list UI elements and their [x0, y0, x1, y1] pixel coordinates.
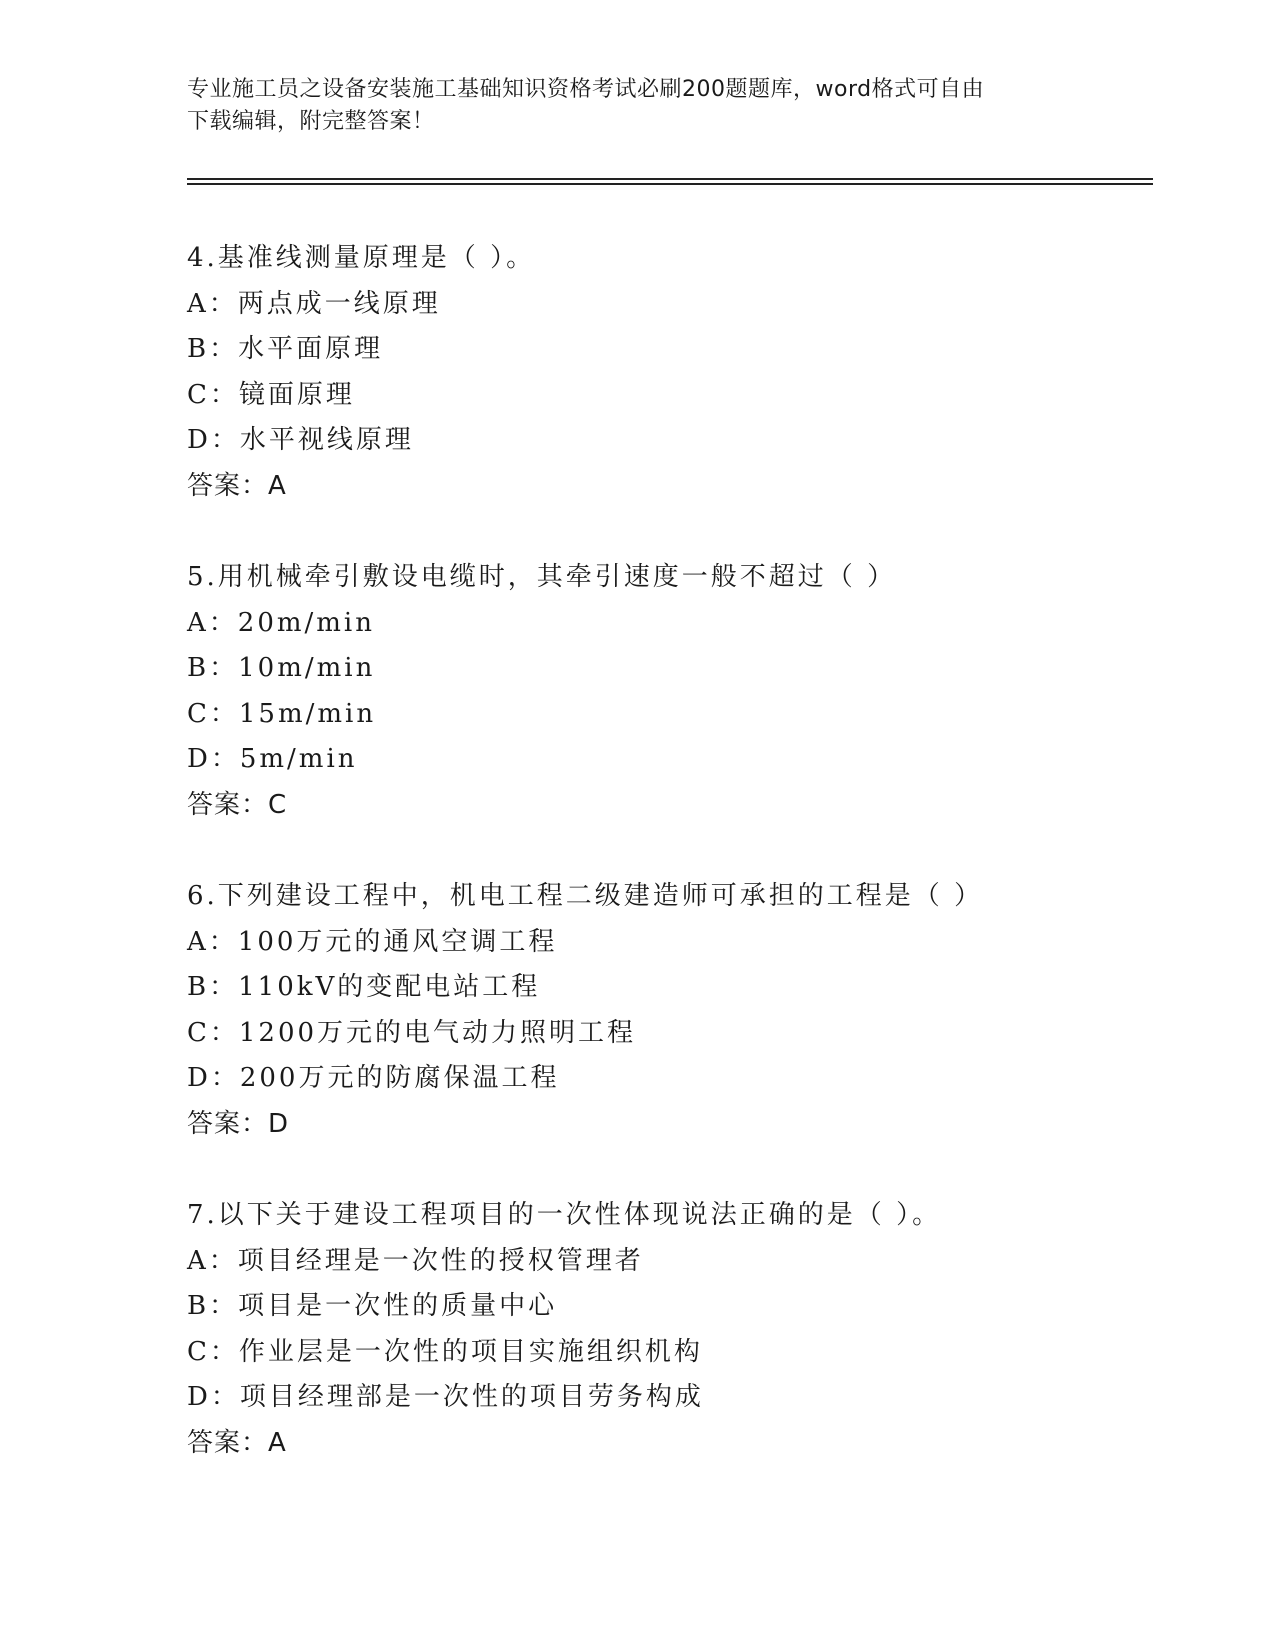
question-stem: 4.基准线测量原理是（ ）。 [187, 243, 536, 273]
document-header [187, 74, 1067, 138]
option-b: B：10m/min [187, 653, 376, 684]
question-block [187, 236, 1147, 510]
question-stem: 7.以下关于建设工程项目的一次性体现说法正确的是（ ）。 [187, 1200, 942, 1230]
question-block [187, 874, 1147, 1148]
header-divider-top [187, 178, 1153, 180]
option-c: C：作业层是一次性的项目实施组织机构 [187, 1336, 703, 1367]
answer-line: 答案：A [187, 1427, 287, 1458]
option-a: A：20m/min [187, 607, 375, 638]
header-line-2: 下载编辑，附完整答案！ [187, 109, 435, 134]
question-stem: 6.下列建设工程中，机电工程二级建造师可承担的工程是（ ） [187, 881, 984, 911]
header-line-1: 专业施工员之设备安装施工基础知识资格考试必刷200题题库，word格式可自由 [187, 77, 985, 102]
answer-line: 答案：C [187, 789, 288, 820]
option-b: B：110kV的变配电站工程 [187, 972, 541, 1003]
option-c: C：1200万元的电气动力照明工程 [187, 1017, 637, 1048]
option-a: A：两点成一线原理 [187, 288, 441, 319]
answer-line: 答案：A [187, 470, 287, 501]
option-a: A：100万元的通风空调工程 [187, 926, 558, 957]
option-d: D：水平视线原理 [187, 425, 414, 456]
option-d: D：项目经理部是一次性的项目劳务构成 [187, 1382, 704, 1413]
question-block [187, 1193, 1147, 1467]
question-block [187, 555, 1147, 829]
option-b: B：项目是一次性的质量中心 [187, 1291, 558, 1322]
answer-line: 答案：D [187, 1108, 290, 1139]
option-b: B：水平面原理 [187, 334, 384, 365]
option-d: D：5m/min [187, 744, 358, 775]
option-c: C：15m/min [187, 698, 377, 729]
option-d: D：200万元的防腐保温工程 [187, 1063, 560, 1094]
option-c: C：镜面原理 [187, 379, 355, 410]
question-stem: 5.用机械牵引敷设电缆时，其牵引速度一般不超过（ ） [187, 562, 897, 592]
option-a: A：项目经理是一次性的授权管理者 [187, 1245, 644, 1276]
header-divider-bottom [187, 183, 1153, 185]
